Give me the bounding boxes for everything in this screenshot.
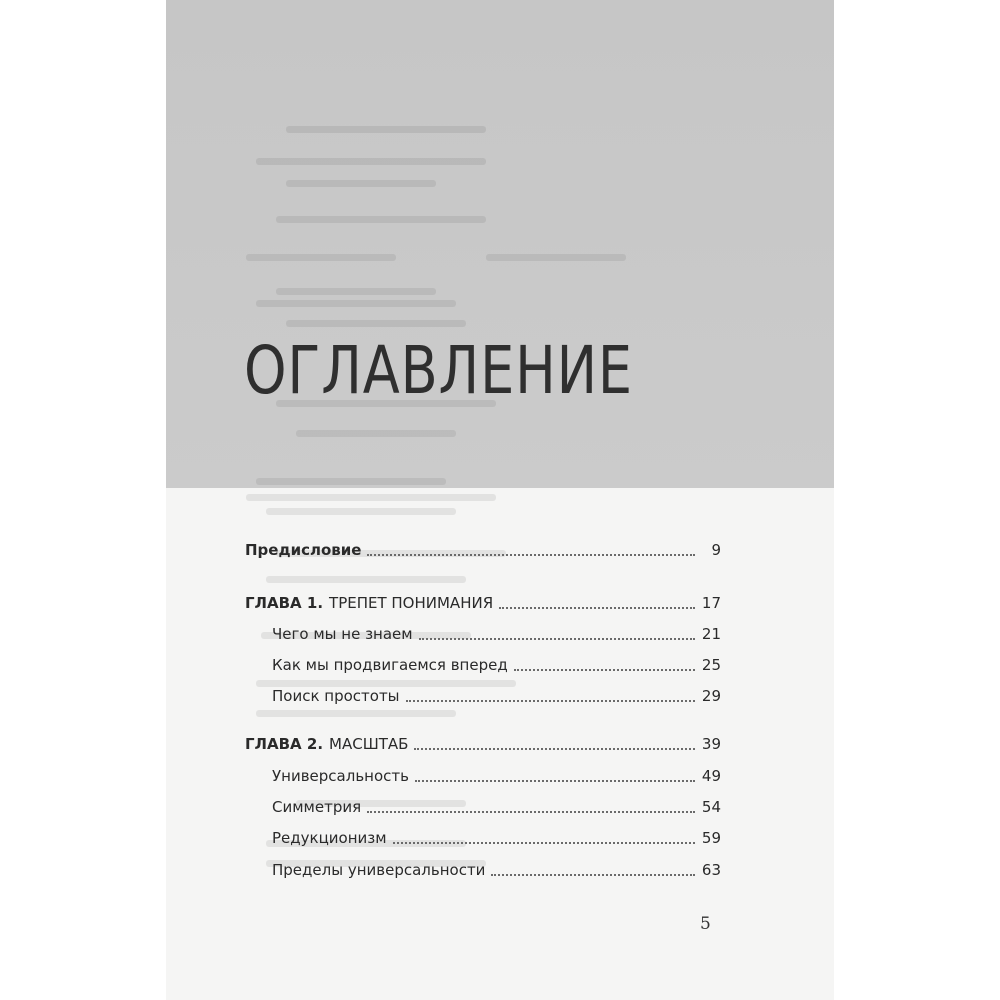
toc-page-number: 39 [701, 735, 721, 753]
dot-leader [414, 748, 695, 750]
toc-entry-section[interactable] [272, 858, 721, 882]
toc-entry-chapter-1[interactable] [245, 591, 721, 615]
toc-entry-chapter-2[interactable] [245, 732, 721, 756]
toc-page-number: 49 [701, 767, 721, 785]
dot-leader [415, 780, 695, 782]
toc-page-number: 17 [701, 594, 721, 612]
book-page [166, 0, 834, 1000]
dot-leader [393, 842, 695, 844]
toc-page-number: 63 [701, 861, 721, 879]
toc-entry-section[interactable] [272, 826, 721, 850]
dot-leader [491, 874, 695, 876]
toc-entry-label: Предисловие [245, 541, 362, 559]
toc-entry-section[interactable] [272, 764, 721, 788]
toc-page-number: 25 [701, 656, 721, 674]
toc-entry-label: Универсальность [272, 767, 409, 785]
toc-entry-preface[interactable] [245, 538, 721, 562]
toc-entry-label: Поиск простоты [272, 687, 400, 705]
toc-page-number: 54 [701, 798, 721, 816]
toc-page-number: 29 [701, 687, 721, 705]
chapter-title: МАСШТАБ [329, 735, 409, 753]
table-of-contents [166, 0, 834, 1000]
toc-entry-label: Чего мы не знаем [272, 625, 413, 643]
toc-page-number: 59 [701, 829, 721, 847]
toc-entry-label: Редукционизм [272, 829, 387, 847]
page-number: 5 [700, 914, 711, 934]
toc-entry-section[interactable] [272, 795, 721, 819]
toc-page-number: 21 [701, 625, 721, 643]
toc-entry-section[interactable] [272, 622, 721, 646]
dot-leader [514, 669, 695, 671]
dot-leader [406, 700, 695, 702]
toc-entry-section[interactable] [272, 653, 721, 677]
toc-entry-label: Пределы универсальности [272, 861, 486, 879]
dot-leader [367, 811, 695, 813]
toc-entry-label: Симметрия [272, 798, 362, 816]
page-title: ОГЛАВЛЕНИЕ [244, 332, 633, 409]
chapter-number: ГЛАВА 1. [245, 594, 324, 612]
toc-page-number: 9 [711, 541, 721, 559]
dot-leader [499, 607, 695, 609]
chapter-number: ГЛАВА 2. [245, 735, 324, 753]
dot-leader [367, 554, 695, 556]
toc-entry-section[interactable] [272, 684, 721, 708]
dot-leader [419, 638, 695, 640]
toc-entry-label: Как мы продвигаемся вперед [272, 656, 508, 674]
chapter-title: ТРЕПЕТ ПОНИМАНИЯ [329, 594, 494, 612]
